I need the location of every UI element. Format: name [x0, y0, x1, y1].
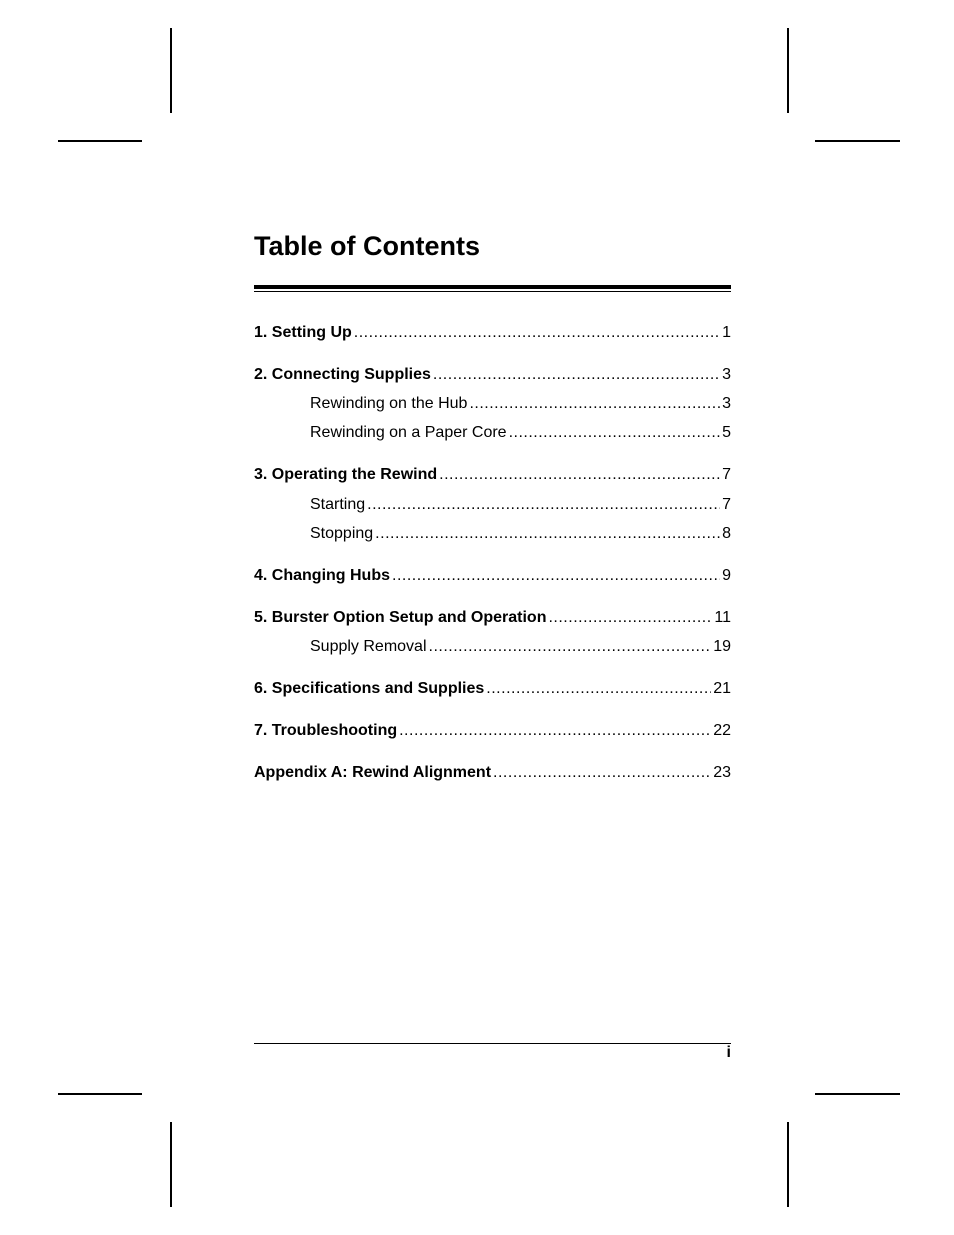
title-rule-thin	[254, 291, 731, 292]
crop-mark-top-left-vertical	[170, 28, 172, 113]
toc-entry-label: Supply Removal	[310, 638, 427, 655]
toc-entry-page: 21	[713, 680, 731, 697]
toc-entry-label: Rewinding on the Hub	[310, 395, 468, 412]
toc-entry-starting[interactable]	[310, 494, 731, 516]
toc-entry-label: Stopping	[310, 525, 374, 542]
toc-entry-label: Starting	[310, 496, 366, 513]
toc-entry-page: 5	[722, 424, 731, 441]
toc-entry-stopping[interactable]	[310, 523, 731, 545]
crop-mark-bottom-right-horizontal	[815, 1093, 900, 1095]
toc-entry-label: 6. Specifications and Supplies	[254, 680, 485, 697]
dot-leader	[493, 762, 711, 784]
toc-entry-page: 19	[713, 638, 731, 655]
toc-entry-operating-the-rewind[interactable]	[254, 464, 731, 486]
toc-entry-page: 23	[713, 764, 731, 781]
toc-entry-label: 1. Setting Up	[254, 324, 352, 341]
toc-entry-page: 8	[722, 525, 731, 542]
dot-leader	[367, 494, 720, 516]
toc-entry-page: 9	[722, 567, 731, 584]
toc-entry-appendix-a[interactable]	[254, 762, 731, 784]
title-rule-thick	[254, 285, 731, 289]
toc-entry-page: 7	[722, 496, 731, 513]
dot-leader	[375, 523, 720, 545]
toc-entry-label: Appendix A: Rewind Alignment	[254, 764, 492, 781]
toc-entry-supply-removal[interactable]	[310, 636, 731, 658]
toc-entry-burster-option[interactable]	[254, 607, 731, 629]
toc-entry-setting-up[interactable]	[254, 322, 731, 344]
toc-entry-label: 5. Burster Option Setup and Operation	[254, 609, 547, 626]
toc-entry-label: 3. Operating the Rewind	[254, 466, 438, 483]
toc-entry-label: 4. Changing Hubs	[254, 567, 390, 584]
dot-leader	[433, 364, 720, 386]
dot-leader	[548, 607, 712, 629]
toc-entry-page: 7	[722, 466, 731, 483]
toc-entry-page: 1	[722, 324, 731, 341]
dot-leader	[392, 565, 720, 587]
toc-entry-changing-hubs[interactable]	[254, 565, 731, 587]
toc-entry-rewinding-on-the-hub[interactable]	[310, 393, 731, 415]
crop-mark-bottom-left-vertical	[170, 1122, 172, 1207]
crop-mark-top-right-horizontal	[815, 140, 900, 142]
footer-page-number: i	[726, 1044, 731, 1061]
toc-entry-page: 22	[713, 722, 731, 739]
dot-leader	[509, 422, 721, 444]
toc-entry-specifications-and-supplies[interactable]	[254, 678, 731, 700]
dot-leader	[399, 720, 711, 742]
toc-entry-page: 11	[714, 609, 731, 626]
toc-entry-rewinding-on-a-paper-core[interactable]	[310, 422, 731, 444]
crop-mark-bottom-right-vertical	[787, 1122, 789, 1207]
footer-rule	[254, 1043, 731, 1044]
dot-leader	[429, 636, 712, 658]
dot-leader	[439, 464, 720, 486]
toc-entry-page: 3	[722, 395, 731, 412]
dot-leader	[469, 393, 720, 415]
toc-entry-troubleshooting[interactable]	[254, 720, 731, 742]
toc-entry-label: 7. Troubleshooting	[254, 722, 398, 739]
dot-leader	[354, 322, 720, 344]
toc-entry-connecting-supplies[interactable]	[254, 364, 731, 386]
dot-leader	[486, 678, 711, 700]
crop-mark-top-left-horizontal	[58, 140, 142, 142]
toc-entry-label: 2. Connecting Supplies	[254, 366, 431, 383]
toc-entry-page: 3	[722, 366, 731, 383]
crop-mark-top-right-vertical	[787, 28, 789, 113]
toc-entry-label: Rewinding on a Paper Core	[310, 424, 507, 441]
page-title: Table of Contents	[254, 231, 480, 261]
crop-mark-bottom-left-horizontal	[58, 1093, 142, 1095]
